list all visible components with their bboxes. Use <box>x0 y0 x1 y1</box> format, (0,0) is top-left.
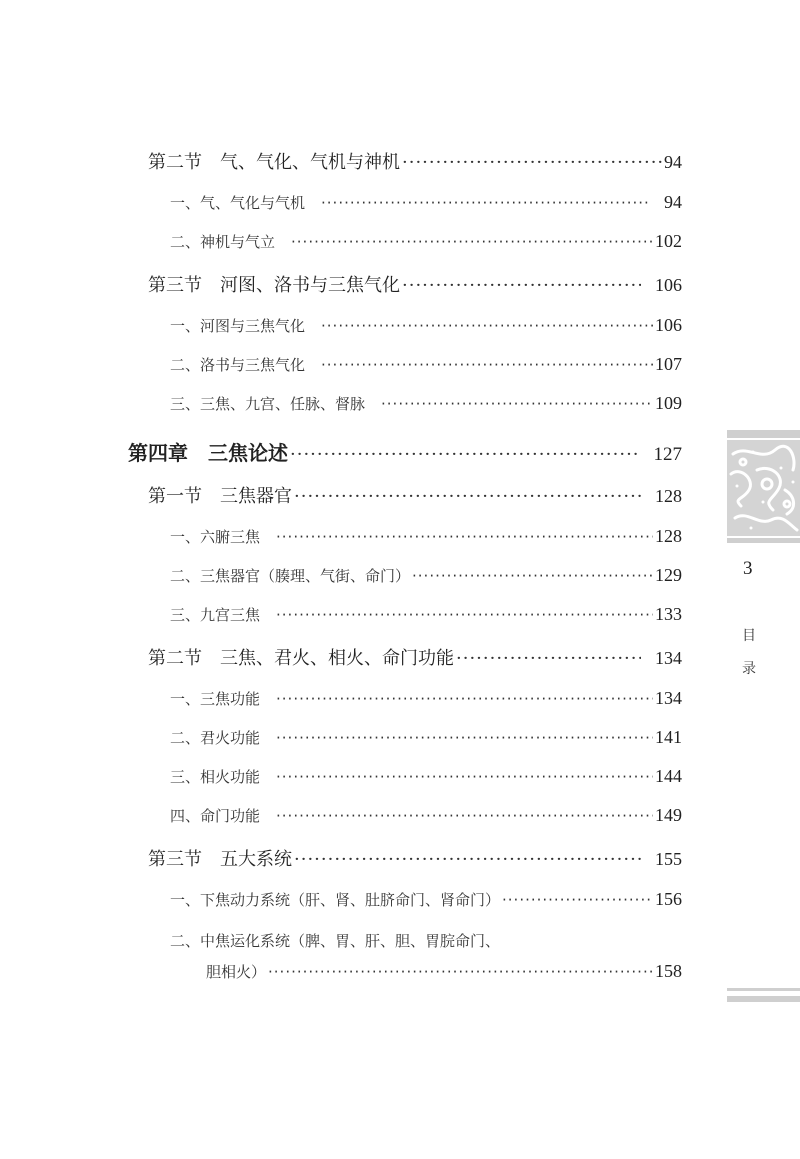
section-label-char: 目 <box>742 628 756 644</box>
toc-entry-title: 第三节 河图、洛书与三焦气化 <box>148 275 400 296</box>
dot-leader <box>412 567 653 585</box>
toc-entry-title: 三、九宫三焦 <box>170 606 261 624</box>
toc-entry[interactable] <box>170 526 682 547</box>
toc-entry-title-line1[interactable]: 二、中焦运化系统（脾、胃、肝、胆、胃脘命门、 <box>170 932 501 950</box>
toc-entry-page: 158 <box>655 961 682 981</box>
dot-leader <box>321 194 650 212</box>
dot-leader <box>456 648 641 669</box>
toc-entry[interactable] <box>170 315 682 336</box>
toc-entry-page: 102 <box>655 231 682 251</box>
dot-leader <box>321 317 653 335</box>
toc-entry-page: 149 <box>655 805 682 825</box>
dot-leader <box>402 275 641 296</box>
toc-entry-title: 二、三焦器官（腠理、气街、命门） <box>170 567 411 585</box>
toc-entry[interactable] <box>170 604 682 625</box>
dot-leader <box>381 395 653 413</box>
toc-chapter-entry[interactable] <box>128 437 682 466</box>
toc-entry-title: 二、洛书与三焦气化 <box>170 356 306 374</box>
side-band-bottom <box>727 538 800 543</box>
section-label-char: 录 <box>742 661 756 677</box>
toc-entry-title: 一、下焦动力系统（肝、肾、肚脐命门、肾命门） <box>170 891 501 909</box>
toc-entry-page: 155 <box>655 849 682 869</box>
dot-leader <box>294 486 641 507</box>
dot-leader <box>291 233 653 251</box>
dot-leader <box>276 768 653 786</box>
dragon-pattern-icon <box>727 440 800 536</box>
toc-entry-title: 第四章 三焦论述 <box>128 441 288 465</box>
toc-entry[interactable] <box>206 961 682 982</box>
toc-entry-title: 一、三焦功能 <box>170 690 261 708</box>
toc-entry-page: 106 <box>655 315 682 335</box>
toc-entry-page: 107 <box>655 354 682 374</box>
toc-entry-title-line2: 胆相火） <box>206 963 267 981</box>
toc-entry-page: 109 <box>655 393 682 413</box>
toc-entry-page: 141 <box>655 727 682 747</box>
toc-entry[interactable] <box>148 148 682 174</box>
toc-entry-page: 134 <box>655 688 682 708</box>
toc-entry[interactable] <box>148 482 682 508</box>
toc-entry-page: 94 <box>664 192 682 212</box>
toc-entry[interactable] <box>148 644 682 670</box>
toc-entry[interactable] <box>170 231 682 252</box>
dot-leader <box>294 849 641 870</box>
toc-entry-page: 134 <box>655 648 682 668</box>
toc-entry[interactable] <box>170 354 682 375</box>
toc-entry[interactable] <box>170 565 682 586</box>
toc-entry-title: 二、君火功能 <box>170 729 261 747</box>
dot-leader <box>502 891 653 909</box>
toc-entry[interactable] <box>170 688 682 709</box>
toc-entry-title: 一、气、气化与气机 <box>170 194 306 212</box>
toc-entry-page: 106 <box>655 275 682 295</box>
toc-entry-title: 三、三焦、九宫、任脉、督脉 <box>170 395 366 413</box>
toc-entry-title: 第二节 气、气化、气机与神机 <box>148 152 400 173</box>
toc-entry[interactable] <box>148 271 682 297</box>
toc-entry[interactable] <box>170 766 682 787</box>
toc-entry-page: 133 <box>655 604 682 624</box>
toc-entry-page: 129 <box>655 565 682 585</box>
toc-entry-page: 128 <box>655 526 682 546</box>
toc-entry[interactable] <box>170 805 682 826</box>
toc-entry-title: 一、河图与三焦气化 <box>170 317 306 335</box>
dot-leader <box>290 444 640 465</box>
page-number: 3 <box>743 558 753 579</box>
toc-entry[interactable] <box>148 845 682 871</box>
toc-entry-title: 三、相火功能 <box>170 768 261 786</box>
toc-entry-title: 第一节 三焦器官 <box>148 486 292 507</box>
toc-entry-page: 128 <box>655 486 682 506</box>
toc-entry-title: 四、命门功能 <box>170 807 261 825</box>
toc-entry-page: 156 <box>655 889 682 909</box>
toc-entry[interactable] <box>170 192 682 213</box>
footer-band <box>727 988 800 991</box>
dot-leader <box>276 690 653 708</box>
side-band-top <box>727 430 800 438</box>
dot-leader <box>321 356 653 374</box>
dot-leader <box>276 807 653 825</box>
toc-entry-page: 94 <box>664 152 682 172</box>
dot-leader <box>276 606 653 624</box>
dot-leader <box>276 528 653 546</box>
toc-entry-title: 一、六腑三焦 <box>170 528 261 546</box>
toc-entry-title: 二、神机与气立 <box>170 233 276 251</box>
toc-entry-page: 144 <box>655 766 682 786</box>
toc-entry-page: 127 <box>653 444 682 465</box>
toc-entry[interactable] <box>170 393 682 414</box>
toc-entry[interactable] <box>170 889 682 910</box>
footer-band <box>727 996 800 1002</box>
dot-leader <box>268 963 653 981</box>
dot-leader <box>276 729 653 747</box>
toc-entry[interactable] <box>170 727 682 748</box>
toc-entry-title: 第二节 三焦、君火、相火、命门功能 <box>148 648 454 669</box>
toc-entry-title: 第三节 五大系统 <box>148 849 292 870</box>
dot-leader <box>402 152 662 173</box>
